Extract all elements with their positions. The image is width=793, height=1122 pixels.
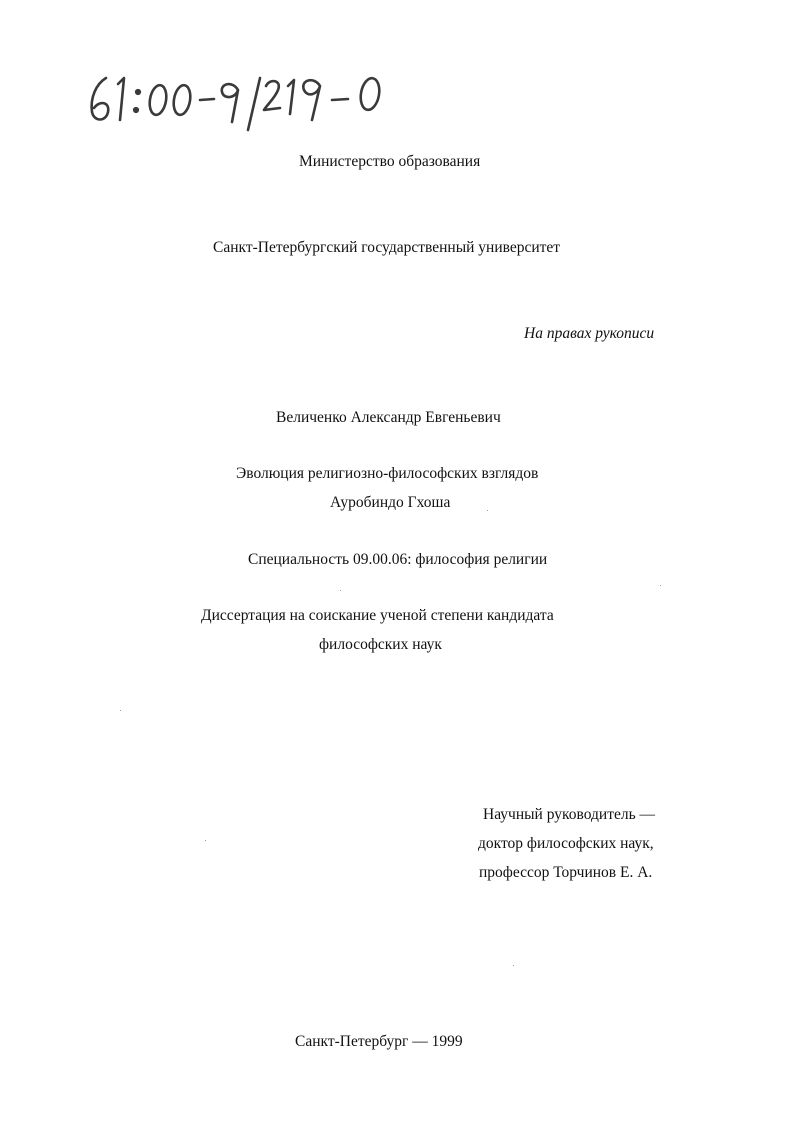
- ministry-heading: Министерство образования: [299, 153, 481, 170]
- scan-speck: [513, 965, 514, 966]
- supervisor-line2: доктор философских наук,: [478, 835, 654, 852]
- degree-line1: Диссертация на соискание ученой степени кандидата: [201, 607, 554, 624]
- supervisor-line3: профессор Торчинов Е. А.: [479, 864, 653, 881]
- dissertation-title-line1: Эволюция религиозно-философских взглядов: [236, 465, 539, 482]
- supervisor-line1: Научный руководитель —: [483, 806, 656, 823]
- scan-speck: [340, 590, 341, 591]
- degree-line2: философских наук: [319, 636, 442, 653]
- handwritten-code-drawing: [82, 70, 402, 130]
- scan-speck: [487, 510, 488, 511]
- handwritten-archive-code: [82, 70, 402, 130]
- dissertation-title-line2: Ауробиндо Гхоша: [330, 494, 451, 511]
- scan-speck: [120, 710, 121, 711]
- specialty-line: Специальность 09.00.06: философия религии: [248, 551, 548, 568]
- place-and-year: Санкт-Петербург — 1999: [295, 1033, 463, 1050]
- author-name: Величенко Александр Евгеньевич: [276, 409, 501, 426]
- scan-speck: [205, 840, 206, 841]
- university-heading: Санкт-Петербургский государственный университет: [213, 239, 561, 256]
- scan-speck: [660, 585, 661, 586]
- manuscript-rights-label: На правах рукописи: [524, 325, 655, 342]
